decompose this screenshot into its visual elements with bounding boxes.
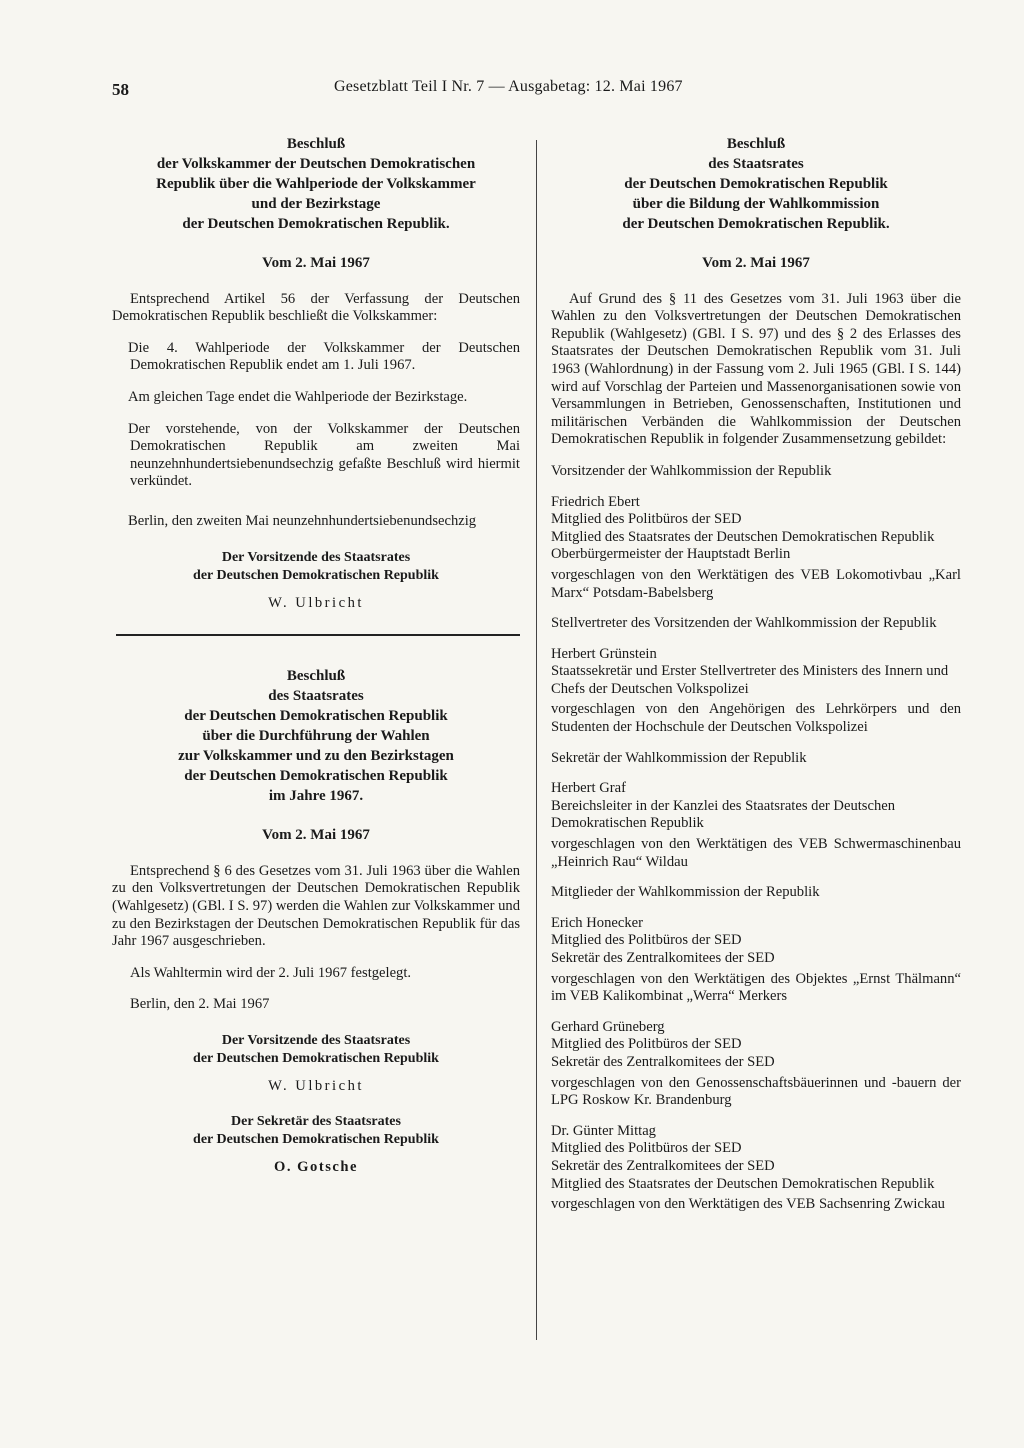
signature-title-line: der Deutschen Demokratischen Republik [193,567,439,583]
resolution-2-title [112,666,520,806]
commission-member [551,780,961,871]
place-date: Berlin, den 2. Mai 1967 [130,996,270,1013]
commission-role: Sekretär der Wahlkommission der Republik [551,749,807,766]
title-line: im Jahre 1967. [268,788,364,805]
member-name: Friedrich Ebert [551,493,640,510]
commission-role: Mitglieder der Wahlkommission der Republik [551,884,820,901]
right-column [551,134,961,1227]
member-proposal: vorgeschlagen von den Werktätigen des VEB Lokomotivbau „Karl Marx“ Potsdam-Babelsberg [551,566,961,601]
member-position: Mitglied des Staatsrates der Deutschen Demokratischen Republik [551,1175,935,1192]
commission-member [551,494,961,603]
title-line: Beschluß [286,668,346,685]
signature-name: W. Ulbricht [268,1077,364,1094]
commission-role: Vorsitzender der Wahlkommission der Republik [551,462,832,479]
commission-role: Stellvertreter des Vorsitzenden der Wahlkommission der Republik [551,615,937,632]
member-name: Herbert Grünstein [551,645,657,662]
commission-member [551,1019,961,1110]
place-date: Berlin, den zweiten Mai neunzehnhundertsiebenundsechzig [128,512,477,529]
commission-member [551,646,961,737]
member-position: Sekretär des Zentralkomitees der SED [551,1157,775,1174]
title-line: Beschluß [726,136,786,152]
paragraph: Auf Grund des § 11 des Gesetzes vom 31. Juli 1963 über die Wahlen zu den Volksvertretungen der Deutschen Demokratischen Republik (Wahlgesetz) (GBl. I S. 97) und des § 2 des Erlasses des Staatsrates der Deutschen Demokratischen Republik vom 31. Juli 1963 (Wahlordnung) in der Fassung vom 2. Juli 1965 (GBl. I S. 144) wird auf Vorschlag der Parteien und Massenorganisationen sowie von Versammlungen in Betrieben, Genossenschaften, Institutionen und militärischen Verbänden die Wahlkommission der Deutschen Demokratischen Republik in folgender Zusammensetzung gebildet: [551,290,961,448]
paragraph: Entsprechend § 6 des Gesetzes vom 31. Juli 1963 über die Wahlen zu den Volksvertretungen der Deutschen Demokratischen Republik (Wahlgesetz) (GBl. I S. 97) werden die Wahlen zur Volkskammer und zu den Bezirkstagen der Deutschen Demokratischen Republik für das Jahr 1967 ausgeschrieben. [112,862,520,950]
title-line: über die Bildung der Wahlkommission [632,196,880,212]
title-line: und der Bezirkstage [251,196,381,212]
commission-member [551,915,961,1006]
left-column [112,134,520,1177]
member-proposal: vorgeschlagen von den Genossenschaftsbäuerinnen und -bauern der LPG Roskow Kr. Brandenburg [551,1074,961,1109]
member-proposal: vorgeschlagen von den Angehörigen des Lehrkörpers und den Studenten der Hochschule der Deutschen Volkspolizei [551,701,961,736]
commission-member [551,1123,961,1214]
title-line: der Volkskammer der Deutschen Demokratischen [156,156,476,172]
member-position: Staatssekretär und Erster Stellvertreter des Ministers des Innern und Chefs der Deutschen Volkspolizei [551,663,949,697]
resolution-3-title [551,134,961,234]
member-position: Mitglied des Politbüros der SED [551,932,742,949]
member-name: Gerhard Grüneberg [551,1018,665,1035]
paragraph: Am gleichen Tage endet die Wahlperiode der Bezirkstage. [128,388,468,405]
signature-title [112,1032,520,1068]
resolution-1 [112,134,520,612]
signature-title [112,1113,520,1149]
signature-name: W. Ulbricht [268,594,364,611]
paragraph: Die 4. Wahlperiode der Volkskammer der Deutschen Demokratischen Republik endet am 1. Juli 1967. [128,339,520,374]
title-line: der Deutschen Demokratischen Republik [184,768,448,785]
commission-members [551,463,961,1214]
title-line: Beschluß [286,136,346,152]
resolution-3-date: Vom 2. Mai 1967 [702,255,810,271]
signature-title-line: der Deutschen Demokratischen Republik [193,1132,439,1148]
signature-title [112,549,520,585]
member-position: Mitglied des Politbüros der SED [551,1140,742,1157]
member-position: Mitglied des Staatsrates der Deutschen Demokratischen Republik [551,528,935,545]
title-line: der Deutschen Demokratischen Republik. [182,216,450,232]
page-header [112,78,962,102]
title-line: des Staatsrates [708,156,804,172]
paragraph: Der vorstehende, von der Volkskammer der Deutschen Demokratischen Republik am zweiten Mai neunzehnhundertsiebenundsechzig gefaßte Beschluß wird hiermit verkündet. [128,420,520,490]
title-line: über die Durchführung der Wahlen [202,728,430,745]
member-name: Herbert Graf [551,780,626,797]
member-name: Dr. Günter Mittag [551,1122,656,1139]
member-position: Sekretär des Zentralkomitees der SED [551,1053,775,1070]
title-line: der Deutschen Demokratischen Republik [184,708,448,725]
member-position: Mitglied des Politbüros der SED [551,511,742,528]
member-proposal: vorgeschlagen von den Werktätigen des VEB Sachsenring Zwickau [551,1196,945,1213]
member-position: Oberbürgermeister der Hauptstadt Berlin [551,546,791,563]
member-position: Sekretär des Zentralkomitees der SED [551,950,775,966]
resolution-2 [112,666,520,1177]
member-name: Erich Honecker [551,914,643,931]
running-title: Gesetzblatt Teil I Nr. 7 — Ausgabetag: 12. Mai 1967 [334,78,683,95]
member-proposal: vorgeschlagen von den Werktätigen des VEB Schwermaschinenbau „Heinrich Rau“ Wildau [551,836,961,870]
signature-title-line: Der Vorsitzende des Staatsrates [221,1032,411,1048]
title-line: Republik über die Wahlperiode der Volkskammer [156,176,476,192]
paragraph: Entsprechend Artikel 56 der Verfassung der Deutschen Demokratischen Republik beschließt die Volkskammer: [112,290,520,325]
signature-title-line: der Deutschen Demokratischen Republik [193,1050,439,1066]
title-line: der Deutschen Demokratischen Republik [624,176,888,192]
member-position: Bereichsleiter in der Kanzlei des Staatsrates der Deutschen Demokratischen Republik [551,797,896,832]
member-position: Mitglied des Politbüros der SED [551,1036,742,1053]
resolution-2-date: Vom 2. Mai 1967 [262,827,370,844]
page-number: 58 [112,80,129,99]
signature-name: O. Gotsche [274,1159,358,1176]
column-divider [536,140,537,1340]
member-proposal: vorgeschlagen von den Werktätigen des Objektes „Ernst Thälmann“ im VEB Kalikombinat „Werra“ Merkers [551,970,961,1005]
signature-title-line: Der Vorsitzende des Staatsrates [221,549,411,565]
title-line: des Staatsrates [268,688,364,705]
title-line: der Deutschen Demokratischen Republik. [622,216,890,232]
signature-title-line: Der Sekretär des Staatsrates [231,1114,401,1130]
resolution-1-title [112,134,520,234]
resolution-1-date: Vom 2. Mai 1967 [262,255,370,271]
paragraph: Als Wahltermin wird der 2. Juli 1967 festgelegt. [130,964,412,981]
section-divider [116,634,520,636]
title-line: zur Volkskammer und zu den Bezirkstagen [178,748,454,765]
